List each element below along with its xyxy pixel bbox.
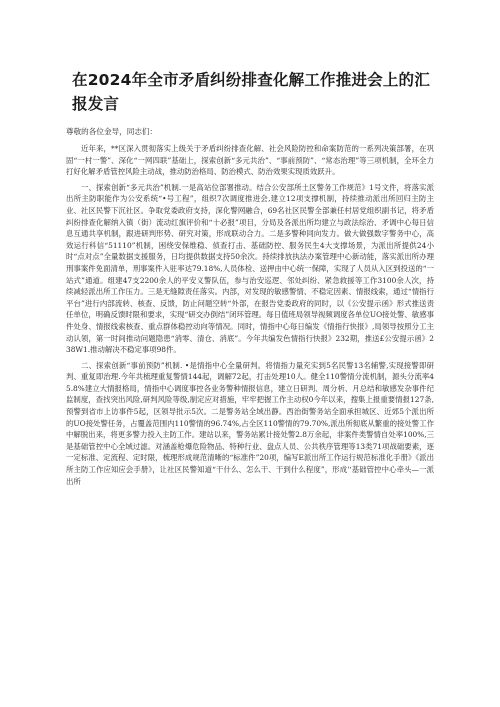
document-title: 在2024年全市矛盾纠纷排查化解工作推进会上的汇报发言 — [72, 71, 430, 113]
paragraph-intro: 近年来，**区深入贯彻落实上级关于矛盾纠纷排查化解、社会风险防控和命案防范的一系列决策部署，在巩固“一村一警”、深化“一网四联”基础上，探索创新“多元共治”、“事前预防”、“常态治理”等三项机制，全环全力打好化解矛盾管控风险主动战，推动防治格局、防治模式、防治效果实现质效跃升。 — [66, 144, 434, 177]
paragraph-section-one: 一、探索创新“多元共治”机制.一是高站位部署推动。结合公安部所土区警务工作规范》1号文件，将落实派出所主防职能作为公安系统“•号工程”，组织7次调度推进会,建立12项支撑机制，持续推动派出所回归主防主业、社区民警下沉社区。争取党委政府支持，深化警网融合，69名社区民警全部兼任村居党组织副书记，将矛盾纠纷排查化解纳入镇（街）流动红旗评价和“十必报”项目，分局及各派出所均建立与政法综治、矛调中心每日信息互通共享机制，跟进研判形势、研究对策，形成联动合力。二是多警种同向发力。做大做强数字警务中心，高效运行科信“51110”机制，困绕安保维稳、侦查打击、基础防控、服务民生4大支撑场景，为派出所提供24小时“点对点”全量数据支援服务，日均提供数据支持50余次。持续排放执法办案管理中心新动能，落实派出所办理刑事案件免面清单，刑事案件入驻率达79.18%,人员体检、送押由中心统一保障，实现了人员从入区到投送的“一站式”通道。组建47支2200余人的平安义警队伍，参与治安巡逻、邻处纠纷、紧急救援等工作3100余人次，持续减轻派出所工作压力。三是无缝隙责任落实。内部，对发现的敏感警情、不稳定因素、情报线索，通过“情指行平台”进行内部流转、核查、反馈，防止问题空转“外部，在报告党委政府的同时，以《公安提示函》形式推送责任单位，明确反馈时限和要求，实现“研交办倒结”闭环管理。每日值班局领导视频调度各单位UO接处警、敏感事件处身、情报线索核查、重点群体稳控动向等情况。同时，情指中心每日编发《情指行快报》,局领导按照分工主动认领，第一时间推动问题隐患“消零、清仓、消底”。今年共编发色情指行快报》232期，推送£公安提示函》238W1.推动解决不稳定事项98件。 — [66, 182, 434, 355]
salutation: 尊敬的各位金导，同志们： — [66, 127, 158, 136]
paragraph-section-two: 二、探索创新“事前预防”机制. •是情指中心全量研判。将情指力量充实到5名民警13名辅警,实现接警即研判、重复即治理.今年共梳理重复警情144起，调解72起，打击处理10人。健全110警情分流机制，源头分流率45.8%建立大情报格局，情指中心调度事控各业务警种情报信息，建立日研判、周分析、月总结和敏感发杂事件纪监制度，查找突出风险,研判风险等级,制定应对措施，牢牢把握工作主动权0今年以来，搜集上报重要情报127条,预警到省市上访事件5起，区领导批示5次。二是警务站全域出静。西治街警务站全面承担城区、近郊5个派出所的UO接处警任务，占覆盖范围内110警情的96.74%,占全区110警情的79.70%,派出所彻底从繁重的接处警工作中解脱出来，将更多警力投入主防工作。建站以来，警务站累计接处警2.8万余起，非案件类警情自处率100%,三是基础管控中心全域过滤。对涵盖枪爆危险物品、特种行业、盘点人员、公共秩序管理等13类71项战础要素，逐一定标准、定流程、定时限，梳理形成规范清晰的“标准件”20项，编写E派出所工作运行规范标准化手册》《派出所主防工作应知应会手册》，让社区民警知道“干什么、怎么干、干到什么程度”，形成'‘基础管控中心牵头—一派出所 — [66, 360, 434, 486]
